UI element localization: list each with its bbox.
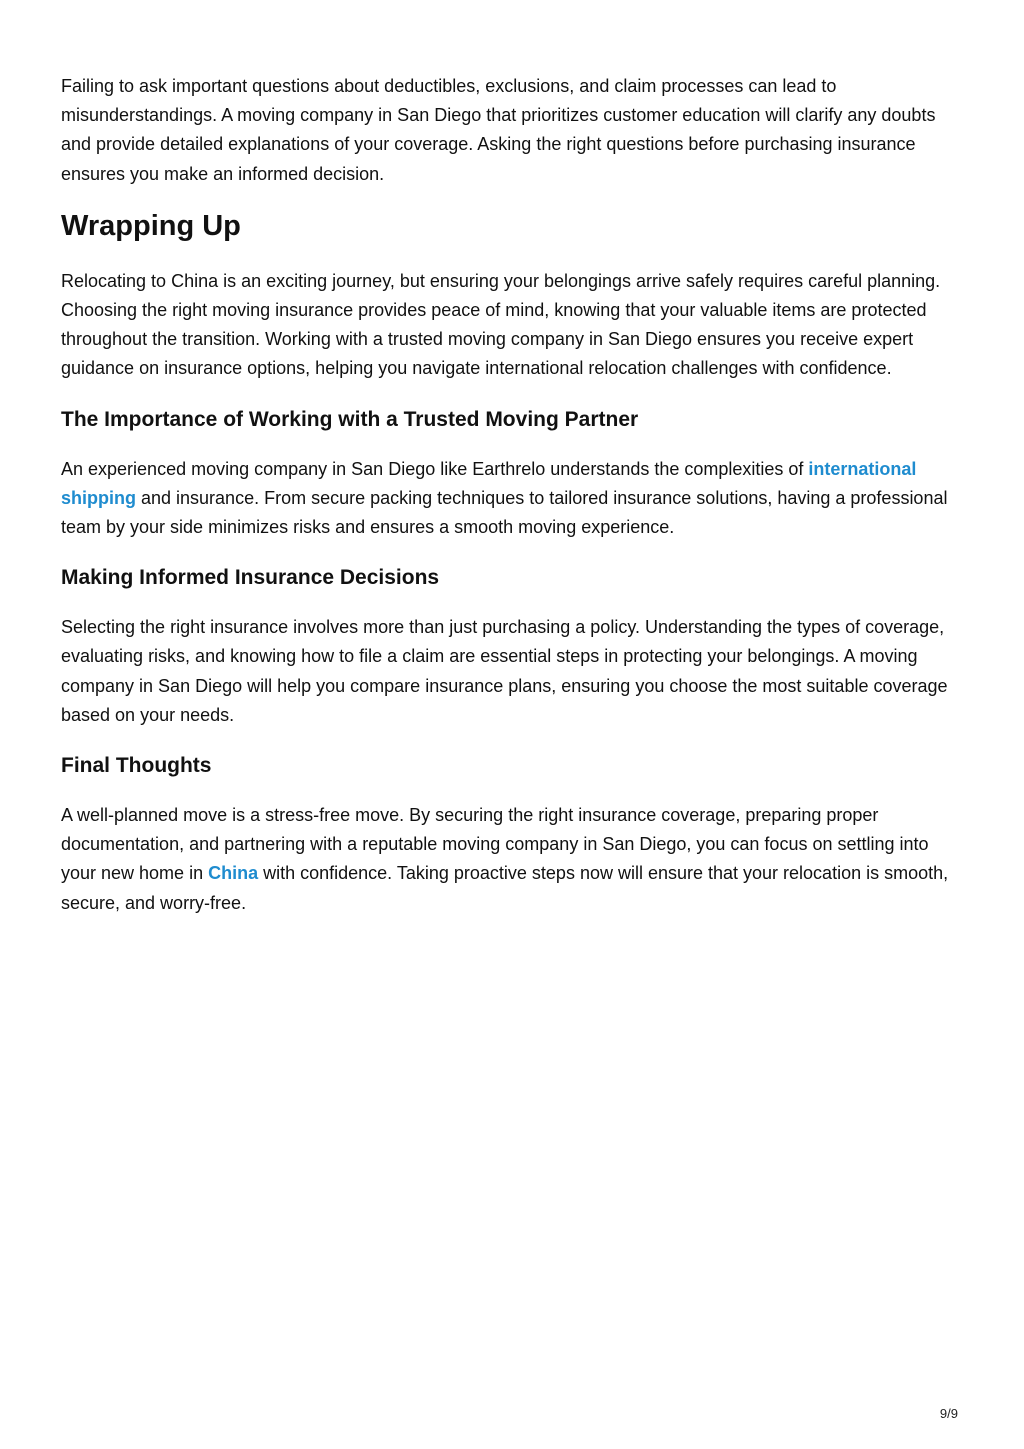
international-shipping-link[interactable]: international shipping (61, 458, 917, 508)
trusted-partner-paragraph (61, 455, 963, 543)
document-page (61, 72, 963, 918)
final-thoughts-text-after: with confidence. Taking proactive steps now will ensure that your relocation is smooth, secure, and worry-free. (61, 863, 949, 913)
final-thoughts-paragraph (61, 801, 963, 918)
insurance-decisions-heading: Making Informed Insurance Decisions (61, 566, 440, 590)
china-link[interactable]: China (208, 863, 259, 884)
final-thoughts-text-before: A well-planned move is a stress-free move. By securing the right insurance coverage, preparing proper documentation, and partnering with a reputable moving company in San Diego, you can focus on settling into your new home in (61, 805, 929, 884)
trusted-partner-text-before: An experienced moving company in San Diego like Earthrelo understands the complexities of (61, 458, 809, 479)
page-number: 9/9 (939, 1406, 958, 1421)
wrapping-up-heading: Wrapping Up (61, 209, 241, 242)
trusted-partner-text-after: and insurance. From secure packing techniques to tailored insurance solutions, having a professional team by your side minimizes risks and ensures a smooth moving experience. (61, 487, 948, 538)
trusted-partner-heading: The Importance of Working with a Trusted Moving Partner (61, 407, 639, 431)
intro-paragraph: Failing to ask important questions about deductibles, exclusions, and claim processes can lead to misunderstandings. A moving company in San Diego that prioritizes customer education will clarify any doubts and provide detailed explanations of your coverage. Asking the right questions before purchasing insurance ensures you make an informed decision. (61, 76, 936, 184)
insurance-decisions-paragraph: Selecting the right insurance involves more than just purchasing a policy. Understanding the types of coverage, evaluating risks, and knowing how to file a claim are essential steps in protecting your belongings. A moving company in San Diego will help you compare insurance plans, ensuring you choose the most suitable coverage based on your needs. (61, 617, 948, 725)
wrapping-up-paragraph: Relocating to China is an exciting journey, but ensuring your belongings arrive safely requires careful planning. Choosing the right moving insurance provides peace of mind, knowing that your valuable items are protected throughout the transition. Working with a trusted moving company in San Diego ensures you receive expert guidance on insurance options, helping you navigate international relocation challenges with confidence. (61, 270, 941, 379)
final-thoughts-heading: Final Thoughts (61, 754, 212, 778)
